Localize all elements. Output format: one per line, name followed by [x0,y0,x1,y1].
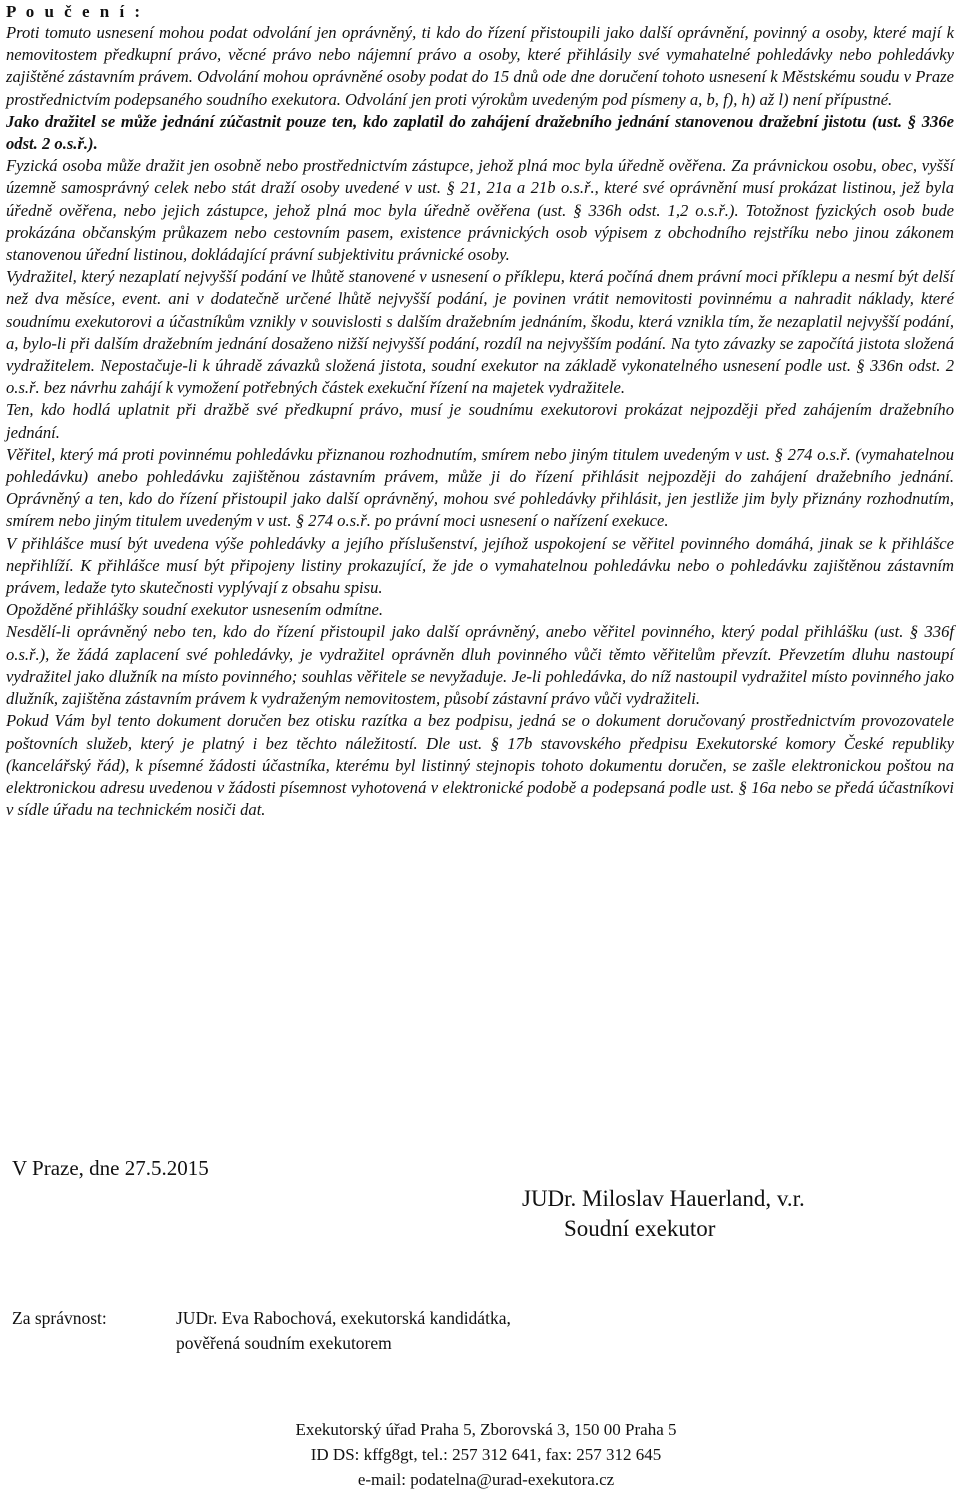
correctness-line-1: JUDr. Eva Rabochová, exekutorská kandidátka, [176,1308,511,1328]
instruction-body [6,22,954,821]
paragraph-pre-emption: Ten, kdo hodlá uplatnit při dražbě své předkupní právo, musí je soudnímu exekutorovi prokázat nejpozději před zahájením dražebního jednání. [6,400,954,442]
paragraph-debt-takeover: Nesdělí-li oprávněný nebo ten, kdo do řízení přistoupil jako další oprávněný, anebo věřitel povinného, který podal přihlášku (ust. § 336f o.s.ř.), že žádá zaplacení své pohledávky, je vydražitel oprávněn dluh povinného vůči těmto věřitelům převzít. Převzetím dluhu nastoupí vydražitel jako dlužník na místo povinného; souhlas věřitele se nevyžaduje. Je-li pohledávka, do níž nastoupil vydražitel místo povinného jako dlužník, zajištěna zástavním právem k vydraženým nemovitostem, působí zástavní právo vůči vydražiteli. [6,622,954,709]
paragraph-creditor-claims: Věřitel, který má proti povinnému pohledávku přiznanou rozhodnutím, smírem nebo jiným titulem uvedeným v ust. § 274 o.s.ř. (vymahatelnou pohledávku) anebo pohledávku zajištěnou zástavním právem, může ji do řízení přihlásit nejpozději do zahájení dražebního jednání. Oprávněný a ten, kdo do řízení přistoupil jako další oprávněný, mohou své pohledávky přihlásit, jen jestliže jim byly přiznány rozhodnutím, smírem nebo jiným titulem uvedeným v ust. § 274 o.s.ř. po právní moci usnesení o nařízení exekuce. [6,444,954,531]
paragraph-bidder-deposit: Jako dražitel se může jednání zúčastnit pouze ten, kdo zaplatil do zahájení dražebního jednání stanovenou dražební jistotu (ust. § 336e odst. 2 o.s.ř.). [6,111,954,154]
paragraph-claim-contents: V přihlášce musí být uvedena výše pohledávky a jejího příslušenství, jejíhož uspokojení se věřitel povinného domáhá, jinak se k přihlášce nepřihlíží. K přihlášce musí být připojeny listiny prokazující, že jde o vymahatelnou pohledávku nebo o pohledávku zajištěnou zástavním právem, ledaže tyto skutečnosti vyplývají z obsahu spisu. [6,533,954,598]
paragraph-late-claims: Opožděné přihlášky soudní exekutor usnesením odmítne. [6,600,383,620]
signature-name: JUDr. Miloslav Hauerland, v.r. [522,1186,805,1211]
paragraph-bidder-identity: Fyzická osoba může dražit jen osobně nebo prostřednictvím zástupce, jehož plná moc byla úředně ověřena. Za právnickou osobu, obec, vyšší územně samosprávný celek nebo stát draží osoby uvedené v ust. § 21, 21a a 21b o.s.ř., které své oprávnění musí prokázat listinou, jež byla úředně ověřena, nebo jejich zástupce, jehož plná moc byla úředně ověřena (ust. § 336h odst. 1,2 o.s.ř.). Totožnost fyzických osob bude prokázána občanským průkazem nebo cestovním pasem, existence právnických osob výpisem z obchodního rejstříku nebo jinou zákonem stanovenou úřední listinou, dokládající právní subjektivitu právnické osoby. [6,156,954,265]
correctness-label: Za správnost: [12,1308,107,1328]
footer-contacts: ID DS: kffg8gt, tel.: 257 312 641, fax: 257 312 645 [310,1445,662,1464]
paragraph-appeal: Proti tomuto usnesení mohou podat odvolání jen oprávněný, ti kdo do řízení přistoupili jako další oprávnění, povinný a osoby, které mají k nemovitostem předkupní právo, věcné právo nebo nájemní právo a osoby, které přihlásily své vymahatelné pohledávky nebo pohledávky zajištěné zástavním právem. Odvolání mohou oprávněné osoby podat do 15 dnů ode dne doručení tohoto usnesení k Městskému soudu v Praze prostřednictvím podepsaného soudního exekutora. Odvolání jen proti výrokům uvedeným pod písmeny a, b, f), h) až l) není přípustné. [6,23,954,109]
correctness-line-2: pověřená soudním exekutorem [176,1333,392,1353]
paragraph-delivery-note: Pokud Vám byl tento dokument doručen bez otisku razítka a bez podpisu, jedná se o dokument doručovaný prostřednictvím provozovatele poštovních služeb, který je platný i bez těchto náležitostí. Dle ust. § 17b stavovského předpisu Exekutorské komory České republiky (kancelářský řád), k písemné žádosti účastníka, kterému byl listinný stejnopis tohoto dokumentu doručen, se zašle elektronickou poštou na elektronickou adresu uvedenou v žádosti písemnost vyhotovená v elektronické podobě a podepsaná podle ust. § 16a nebo se předá účastníkovi v sídle úřadu na technickém nosiči dat. [6,711,954,820]
footer-email: e-mail: podatelna@urad-exekutora.cz [357,1470,615,1489]
instruction-heading: P o u č e n í : [6,2,144,21]
date-line: V Praze, dne 27.5.2015 [12,1156,209,1180]
paragraph-non-payment: Vydražitel, který nezaplatí nejvyšší podání ve lhůtě stanovené v usnesení o příklepu, která počíná dnem právní moci příklepu a nesmí být delší než dva měsíce, event. ani v dodatečně určené lhůtě nejvyšší podání, je povinen vrátit nemovitosti povinnému a nahradit náklady, které soudnímu exekutorovi a účastníkům vznikly v souvislosti s dalším dražebním jednáním, škodu, která vznikla tím, že nezaplatil nejvyšší podání, a, bylo-li při dalším dražebním jednání dosaženo nižší nejvyšší podání, rozdíl na nejvyšším podání. Na tyto závazky se započítá jistota složená vydražitelem. Nepostačuje-li k úhradě závazků složená jistota, soudní exekutor na základě vykonatelného usnesení podle ust. § 336n odst. 2 o.s.ř. bez návrhu zahájí k vymožení potřebných částek exekuční řízení na majetek vydražitele. [6,267,954,398]
footer-address: Exekutorský úřad Praha 5, Zborovská 3, 150 00 Praha 5 [295,1420,677,1439]
signature-title: Soudní exekutor [564,1216,716,1241]
